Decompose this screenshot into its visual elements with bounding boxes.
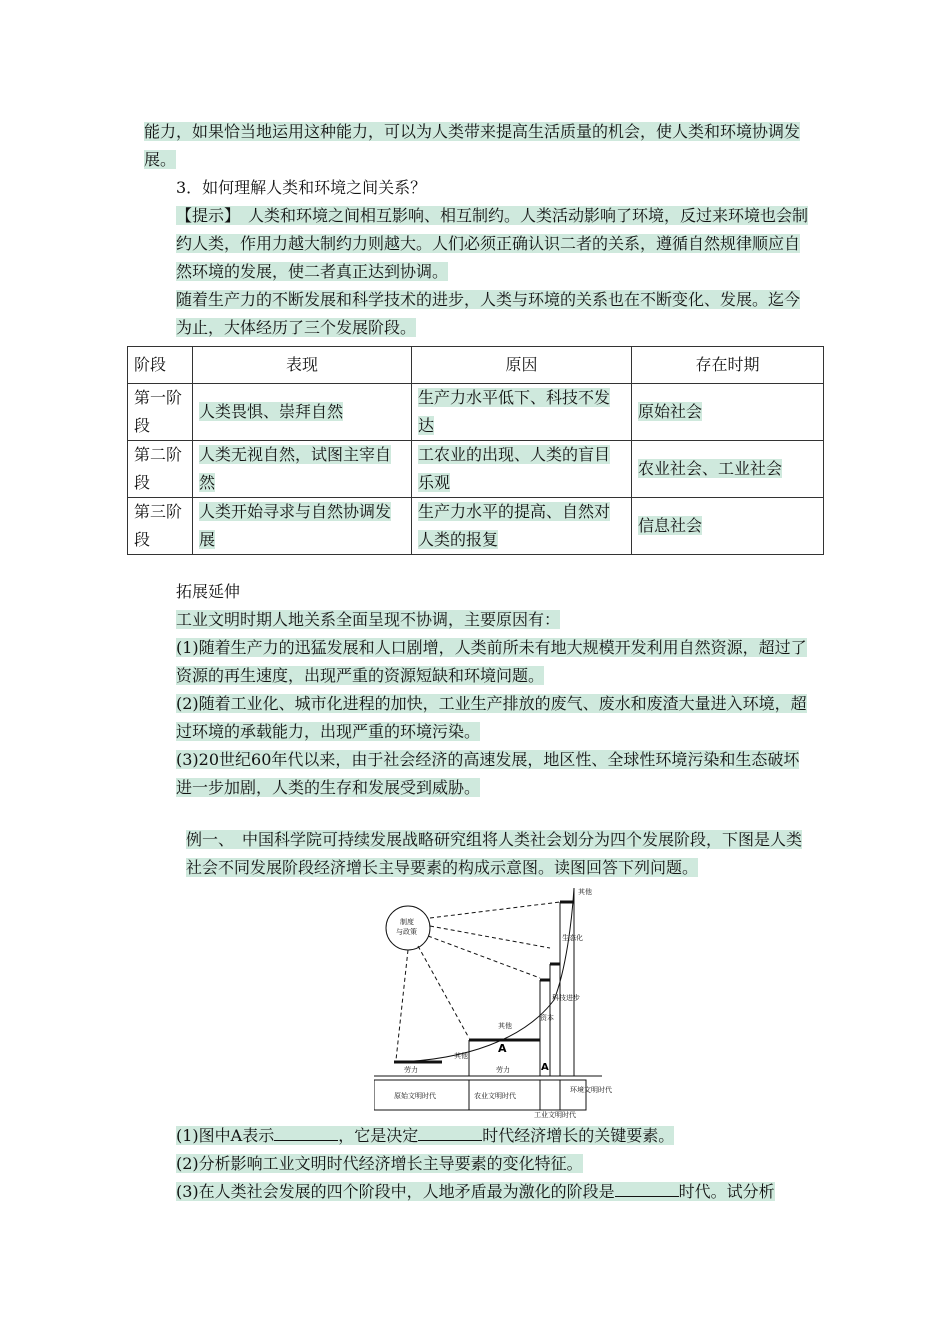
hint-paragraph <box>144 202 812 286</box>
table-row <box>128 441 824 498</box>
other-label: 其他 <box>498 1022 512 1030</box>
economic-growth-diagram <box>374 880 614 1118</box>
question-3-text: 3．如何理解人类和环境之间关系？ <box>176 178 427 197</box>
extension-lead <box>144 606 812 634</box>
intro-paragraph <box>144 286 812 342</box>
eco-label: 生态化 <box>562 934 583 942</box>
extension-title <box>144 578 812 606</box>
cell-stage: 第一阶段 <box>128 384 193 441</box>
extension-lead-text: 工业文明时期人地关系全面呈现不协调，主要原因有： <box>176 610 561 629</box>
tech-label: 科技进步 <box>552 994 580 1002</box>
cell-performance: 人类畏惧、崇拜自然 <box>193 384 412 441</box>
cell-period: 原始社会 <box>632 384 824 441</box>
question-3-partial: (3)在人类社会发展的四个阶段中，人地矛盾最为激化的阶段是 时代。试分析 <box>144 1178 812 1206</box>
intro-text: 随着生产力的不断发展和科学技术的进步，人类与环境的关系也在不断变化、发展。迄今为止，大体经历了三个发展阶段。 <box>176 290 801 337</box>
era-label: 工业文明时代 <box>534 1111 576 1118</box>
table-header-row <box>128 347 824 384</box>
header-performance: 表现 <box>193 347 412 384</box>
hint-text: 人类和环境之间相互影响、相互制约。人类活动影响了环境，反过来环境也会制约人类，作用力越大制约力则越大。人们必须正确认识二者的关系，遵循自然规律顺应自然环境的发展，使二者真正达到协调。 <box>176 206 809 281</box>
label-a: A <box>498 1042 507 1055</box>
question-2: (2)分析影响工业文明时代经济增长主导要素的变化特征。 <box>176 1154 583 1173</box>
era-label: 农业文明时代 <box>474 1092 516 1100</box>
cell-performance: 人类无视自然，试图主宰自然 <box>193 441 412 498</box>
extension-title-text: 拓展延伸 <box>176 582 241 601</box>
cell-reason: 生产力水平低下、科技不发达 <box>412 384 632 441</box>
header-reason: 原因 <box>412 347 632 384</box>
label-a: A <box>541 1062 549 1073</box>
example-text: 例一、 中国科学院可持续发展战略研究组将人类社会划分为四个发展阶段，下图是人类社会不同发展阶段经济增长主导要素的构成示意图。读图回答下列问题。 <box>186 830 803 877</box>
table-row <box>128 498 824 555</box>
question-3 <box>144 174 812 202</box>
cell-reason: 生产力水平的提高、自然对人类的报复 <box>412 498 632 555</box>
labor-label: 劳力 <box>496 1066 510 1074</box>
answer-blank[interactable] <box>274 1122 338 1141</box>
circle-label-1: 制度 <box>400 918 414 926</box>
header-period: 存在时期 <box>632 347 824 384</box>
question-1: (1)图中A表示 ，它是决定 时代经济增长的关键要素。 <box>144 1122 812 1150</box>
era-label: 原始文明时代 <box>394 1092 436 1100</box>
growth-curve <box>396 888 574 1062</box>
extension-item-3: (3)20世纪60年代以来，由于社会经济的高速发展，地区性、全球性环境污染和生态破坏进一步加剧，人类的生存和发展受到威胁。 <box>176 750 800 797</box>
stages-table <box>127 346 824 555</box>
cell-period: 农业社会、工业社会 <box>632 441 824 498</box>
table-row <box>128 384 824 441</box>
diagram-svg <box>374 880 614 1118</box>
era-label: 环境文明时代 <box>570 1086 612 1094</box>
answer-blank[interactable] <box>615 1178 679 1197</box>
era-box-industrial <box>540 1080 560 1110</box>
example-paragraph <box>144 826 812 882</box>
labor-label: 劳力 <box>404 1066 418 1074</box>
text-p1: 能力，如果恰当地运用这种能力，可以为人类带来提高生活质量的机会，使人类和环境协调发展。 <box>144 122 801 169</box>
cell-stage: 第三阶段 <box>128 498 193 555</box>
capital-label: 资本 <box>540 1014 554 1022</box>
hint-label: 【提示】 <box>176 206 233 225</box>
circle-label-2: 与政策 <box>396 928 417 936</box>
extension-item-2: (2)随着工业化、城市化进程的加快，工业生产排放的废气、废水和废渣大量进入环境，超过环境的承载能力，出现严重的环境污染。 <box>176 694 807 741</box>
answer-blank[interactable] <box>418 1122 482 1141</box>
cell-period: 信息社会 <box>632 498 824 555</box>
cell-reason: 工农业的出现、人类的盲目乐观 <box>412 441 632 498</box>
paragraph-continuation <box>144 118 812 174</box>
other-label: 其他 <box>578 888 592 896</box>
other-label: 其他 <box>454 1052 468 1060</box>
extension-item-1: (1)随着生产力的迅猛发展和人口剧增，人类前所未有地大规模开发利用自然资源，超过了资源的再生速度，出现严重的资源短缺和环境问题。 <box>176 638 807 685</box>
cell-performance: 人类开始寻求与自然协调发展 <box>193 498 412 555</box>
header-stage: 阶段 <box>128 347 193 384</box>
cell-stage: 第二阶段 <box>128 441 193 498</box>
era-box-environmental <box>560 1080 586 1110</box>
